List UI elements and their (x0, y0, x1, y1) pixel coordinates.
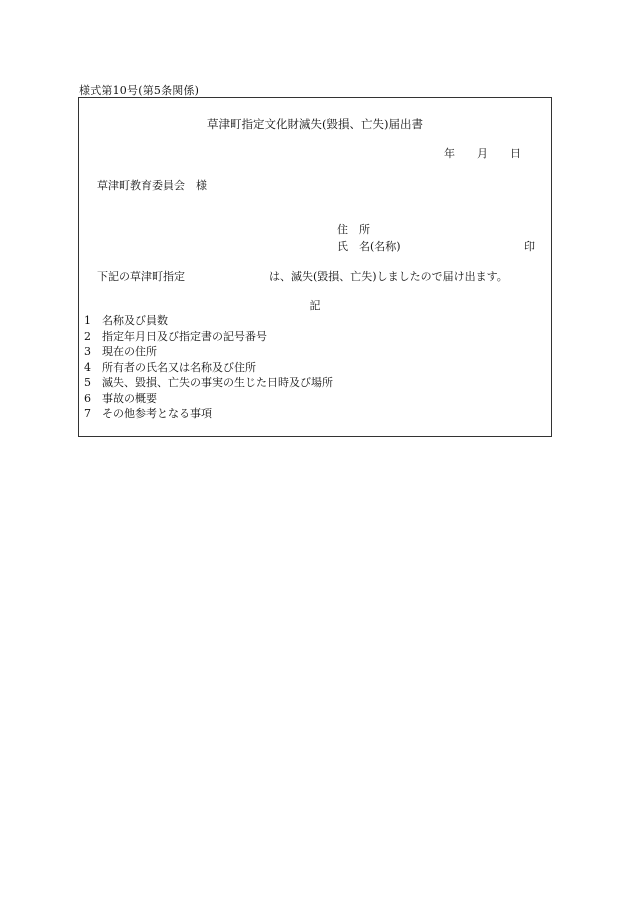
list-item-number: 4 (84, 360, 91, 374)
statement-prefix: 下記の草津町指定 (97, 270, 185, 283)
list-item-number: 5 (84, 376, 91, 389)
list-item-number: 3 (84, 345, 91, 358)
date-year-label: 年 (444, 147, 455, 160)
list-item-text: 名称及び員数 (102, 314, 168, 327)
item-list (84, 313, 333, 422)
statement-suffix: は、滅失(毀損、亡失)しましたので届け出ます。 (269, 270, 508, 283)
form-frame (78, 97, 552, 437)
name-label: 氏 名(名称) (337, 240, 401, 253)
statement-blank (185, 268, 269, 284)
list-item (84, 406, 333, 422)
list-item-text: 滅失、毀損、亡失の事実の生じた日時及び場所 (102, 376, 333, 389)
seal-mark: 印 (524, 240, 535, 253)
list-item-text: 事故の概要 (102, 391, 157, 405)
list-item (84, 344, 333, 360)
list-item (84, 360, 333, 376)
address-row (337, 221, 411, 237)
list-item-number: 1 (84, 314, 91, 327)
form-title: 草津町指定文化財滅失(毀損、亡失)届出書 (207, 117, 423, 131)
list-item-number: 6 (84, 391, 91, 405)
name-row (337, 238, 411, 254)
list-item (84, 375, 333, 391)
date-day-label: 日 (510, 147, 521, 160)
form-number-label: 様式第10号(第5条関係) (79, 84, 200, 97)
address-label: 住 所 (337, 223, 370, 236)
list-item-text: その他参考となる事項 (102, 407, 212, 420)
list-item (84, 313, 333, 329)
addressee: 草津町教育委員会 様 (97, 179, 207, 192)
date-line (444, 145, 521, 161)
list-item (84, 329, 333, 345)
statement (97, 268, 508, 284)
list-item (84, 391, 333, 407)
list-item-number: 7 (84, 407, 91, 420)
list-item-text: 所有者の氏名又は名称及び住所 (102, 360, 256, 374)
list-item-text: 現在の住所 (102, 345, 157, 358)
list-item-text: 指定年月日及び指定書の記号番号 (102, 329, 267, 343)
date-month-label: 月 (477, 147, 488, 160)
list-item-number: 2 (84, 329, 91, 343)
ki-heading: 記 (309, 299, 321, 312)
